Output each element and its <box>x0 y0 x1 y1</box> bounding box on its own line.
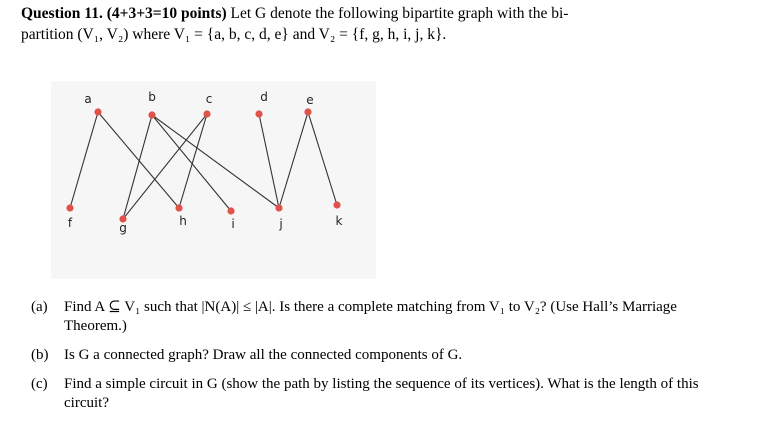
vertex-i <box>227 207 234 214</box>
bipartite-graph-figure <box>51 81 376 279</box>
vertex-a <box>94 108 101 115</box>
part-b-label: (b) <box>31 347 49 363</box>
edge-b-g <box>123 115 152 219</box>
question-number: Question 11. <box>21 5 103 22</box>
vertex-label-k: k <box>335 214 343 228</box>
question-text-line1: Let G denote the following bipartite graph with the bi- <box>230 5 569 22</box>
vertex-f <box>66 204 73 211</box>
edge-c-h <box>179 114 207 208</box>
edge-e-k <box>308 112 337 205</box>
edge-e-j <box>279 112 308 208</box>
vertex-c <box>203 110 210 117</box>
vertex-d <box>255 110 262 117</box>
vertex-label-g: g <box>119 221 127 235</box>
vertex-label-c: c <box>205 92 213 106</box>
vertex-label-d: d <box>260 90 268 104</box>
part-c-label: (c) <box>31 376 48 392</box>
part-c-text: Find a simple circuit in G (show the path by listing the sequence of its vertices). What is the length of this circuit? <box>64 376 699 411</box>
question-points: (4+3+3=10 points) <box>106 5 227 22</box>
vertex-label-b: b <box>148 90 156 104</box>
part-a <box>31 298 731 336</box>
question-parts <box>31 298 731 423</box>
vertex-e <box>304 108 311 115</box>
bipartite-graph-drawing <box>51 81 376 279</box>
vertex-label-h: h <box>179 214 187 228</box>
vertex-label-i: i <box>231 217 235 231</box>
question-header <box>21 3 751 45</box>
question-text-line2: partition (V₁, V₂) where V₁ = {a, b, c, d, e} and V₂ = {f, g, h, i, j, k}. <box>21 26 447 43</box>
edge-b-j <box>152 115 279 208</box>
vertex-label-e: e <box>306 93 314 107</box>
edge-b-i <box>152 115 231 211</box>
part-c <box>31 375 731 413</box>
vertex-b <box>148 111 155 118</box>
edge-d-j <box>259 114 279 208</box>
part-b-text: Is G a connected graph? Draw all the connected components of G. <box>64 347 463 363</box>
vertex-h <box>175 204 182 211</box>
vertex-label-a: a <box>84 92 92 106</box>
vertex-label-j: j <box>279 217 283 231</box>
part-a-text: Find A ⊆ V₁ such that |N(A)| ≤ |A|. Is there a complete matching from V₁ to V₂? (Use Hall’s Marriage Theorem.) <box>64 299 677 334</box>
part-a-label: (a) <box>31 299 48 315</box>
part-b <box>31 346 731 365</box>
edge-a-f <box>70 112 98 208</box>
vertex-j <box>275 204 282 211</box>
vertex-k <box>333 201 340 208</box>
vertex-label-f: f <box>67 216 73 230</box>
